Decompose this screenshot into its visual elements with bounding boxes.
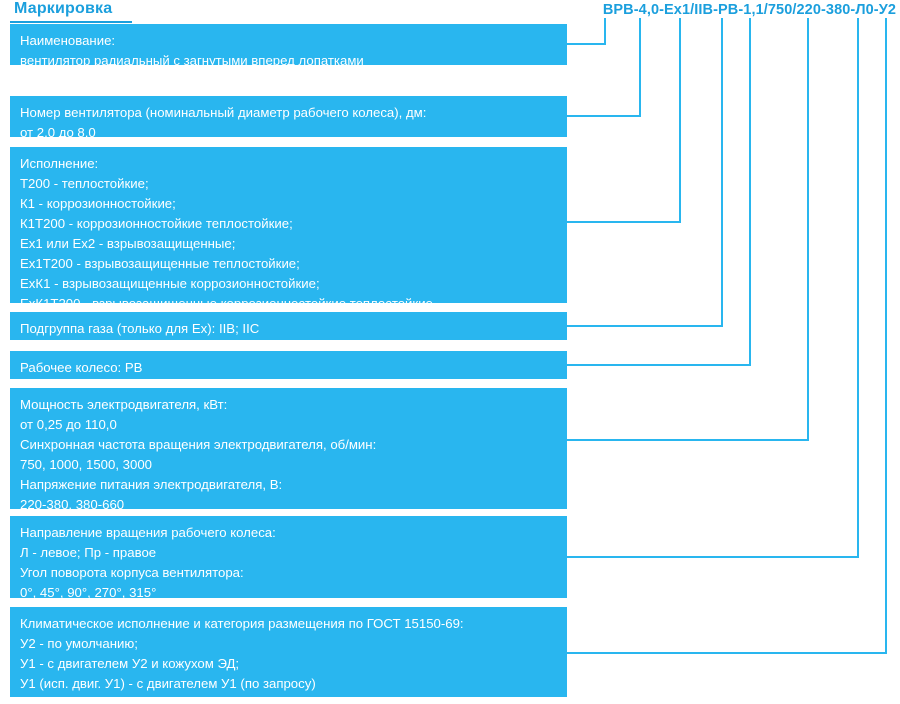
block-7-line-2: Л - левое; Пр - правое [20, 545, 157, 560]
block-6-line-4: 750, 1000, 1500, 3000 [20, 457, 152, 472]
page-title: Маркировка [14, 0, 113, 17]
block-rabochee-koleso [10, 351, 567, 379]
block-ispolnenie [10, 147, 567, 311]
block-6-line-2: от 0,25 до 110,0 [20, 417, 117, 432]
block-5-line-1: Рабочее колесо: РВ [20, 360, 143, 375]
block-napravlenie [10, 516, 567, 598]
block-3-line-3: К1 - коррозионностойкие; [20, 196, 176, 211]
block-3-line-2: Т200 - теплостойкие; [20, 176, 149, 191]
block-2-line-2: от 2,0 до 8,0 [20, 125, 96, 140]
title-underline [10, 21, 132, 23]
block-7-line-1: Направление вращения рабочего колеса: [20, 525, 276, 540]
block-moschnost [10, 388, 567, 512]
block-6-line-5: Напряжение питания электродвигателя, В: [20, 477, 283, 492]
block-3-line-4: К1Т200 - коррозионностойкие теплостойкие; [20, 216, 293, 231]
block-naименование [10, 24, 567, 68]
block-8-line-1: Климатическое исполнение и категория размещения по ГОСТ 15150-69: [20, 616, 464, 631]
block-1-line-2: вентилятор радиальный с загнутыми вперед лопатками [20, 53, 364, 68]
block-4-line-1: Подгруппа газа (только для Ex): IIB; IIC [20, 321, 260, 336]
block-7-line-4: 0°, 45°, 90°, 270°, 315° [20, 585, 157, 600]
block-7-line-3: Угол поворота корпуса вентилятора: [20, 565, 244, 580]
block-3-line-1: Исполнение: [20, 156, 99, 171]
block-3-line-6: Ex1Т200 - взрывозащищенные теплостойкие; [20, 256, 300, 271]
block-2-line-1: Номер вентилятора (номинальный диаметр рабочего колеса), дм: [20, 105, 427, 120]
block-8-line-3: У1 - с двигателем У2 и кожухом ЭД; [20, 656, 240, 671]
block-8-line-4: У1 (исп. двиг. У1) - с двигателем У1 (по запросу) [20, 676, 316, 691]
block-podgruppa-gaza [10, 312, 567, 340]
block-6-line-3: Синхронная частота вращения электродвигателя, об/мин: [20, 437, 377, 452]
block-1-line-1: Наименование: [20, 33, 116, 48]
block-8-line-2: У2 - по умолчанию; [20, 636, 138, 651]
product-code-label: ВРВ-4,0-Ex1/IIB-РВ-1,1/750/220-380-Л0-У2 [602, 2, 896, 18]
block-3-line-7: ExК1 - взрывозащищенные коррозионностойкие; [20, 276, 320, 291]
block-6-line-6: 220-380, 380-660 [20, 497, 125, 512]
block-klimat [10, 607, 567, 697]
block-3-line-8: ExК1Т200 - взрывозащищенные коррозионностойкие теплостойкие [20, 296, 433, 311]
block-6-line-1: Мощность электродвигателя, кВт: [20, 397, 228, 412]
block-nomer [10, 96, 567, 140]
block-3-line-5: Ex1 или Ex2 - взрывозащищенные; [20, 236, 236, 251]
